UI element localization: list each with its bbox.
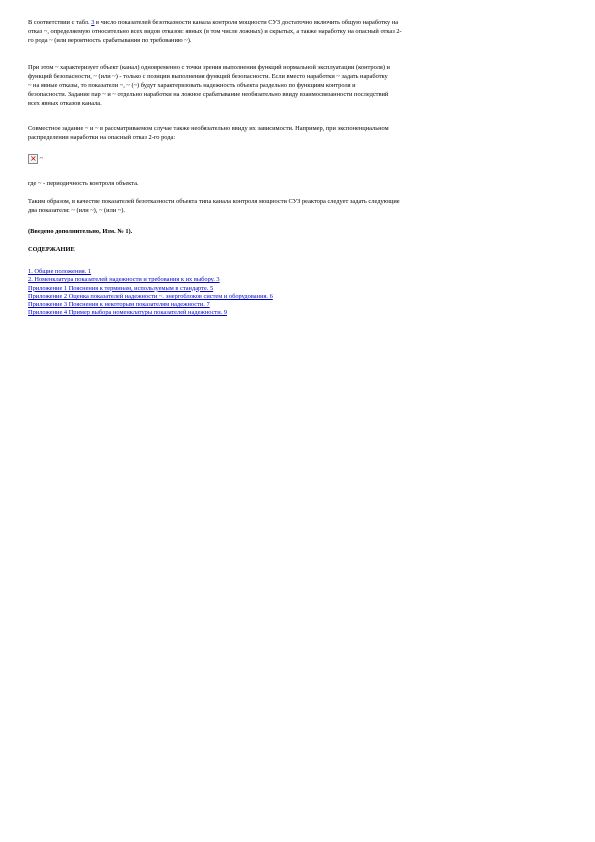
paragraph-3-line-2: распределении наработки на опасный отказ 2-го рода: <box>28 134 176 142</box>
toc-link-nomenclature[interactable]: 2. Номенклатура показателей надежности и требования к их выбору. 3 <box>28 276 220 284</box>
contents-title: СОДЕРЖАНИЕ <box>28 246 75 253</box>
paragraph-3-line-1: Совместное задание ~ и ~ в рассматриваемом случае также необязательно ввиду их зависимости. Например, при экспоненциальном <box>28 125 389 132</box>
paragraph-2-line-5: всех явных отказов канала. <box>28 100 102 108</box>
paragraph-2-line-4: безопасности. Задание пар ~ и ~ отдельно наработки на ложное срабатывание необязательно ввиду взаимосвязанности последствий <box>28 91 389 99</box>
paragraph-1-line-1 <box>28 18 564 27</box>
toc-link-appendix-4[interactable]: Приложение 4 Пример выбора номенклатуры показателей надежности. 9 <box>28 309 228 317</box>
paragraph-2-line-2: функций безопасности, ~ (или ~) - только с позиции выполнения функций безопасности. Если вместо наработки ~ задать наработку <box>28 73 388 81</box>
table-of-contents <box>28 268 428 318</box>
paragraph-3 <box>28 124 564 142</box>
toc-link-appendix-1[interactable]: Приложение 1 Пояснения к терминам, используемым в стандарте. 5 <box>28 284 214 292</box>
broken-image-icon <box>28 154 38 164</box>
formula-text: ~ <box>39 155 44 162</box>
paragraph-1-line-2: отказ ~, определяемую относительно всех видов отказов: явных (в том числе ложных) и скрытых, а также наработку на опасный отказ 2- <box>28 28 402 36</box>
paragraph-4: где ~ - периодичность контроля объекта. <box>28 180 139 187</box>
toc-link-appendix-2[interactable]: Приложение 2 Оценка показателей надежности ~. энергоблоков систем и оборудования. 6 <box>28 292 273 300</box>
paragraph-5 <box>28 197 564 215</box>
paragraph-2-line-3: ~ на явные отказы, то показатели ~, ~ (~) будут характеризовать надежность объекта раздельно по функциям контроля и <box>28 82 356 90</box>
paragraph-1-line-1-text: в число показателей безотказности канала контроля мощности СУЗ достаточно включить общую наработку на <box>94 19 399 26</box>
paragraph-1 <box>28 18 564 45</box>
paragraph-1-line-3: го рода ~ (или вероятность срабатывания по требованию ~). <box>28 37 192 45</box>
toc-link-general-provisions[interactable]: 1. Общие положения. 1 <box>28 268 92 275</box>
paragraph-5-line-1: Таким образом, в качестве показателей безотказности объекта типа канала контроля мощности СУЗ реактора следует задать следующие <box>28 198 400 205</box>
paragraph-2-line-1: При этом ~ характеризует объект (канал) одновременно с точки зрения выполнения функций нормальной эксплуатации (контроля) и <box>28 64 390 71</box>
formula <box>28 152 43 166</box>
toc-link-appendix-3[interactable]: Приложение 3 Пояснения к некоторым показателям надежности. 7 <box>28 301 210 309</box>
paragraph-1-lead-text: В соответствии с табл. <box>28 19 92 26</box>
amendment-note: (Введено дополнительно, Изм. № 1). <box>28 228 133 235</box>
paragraph-5-line-2: два показателя: ~ (или ~), ~ (или ~). <box>28 207 125 215</box>
paragraph-2 <box>28 63 564 108</box>
table-3-link[interactable]: 3 <box>91 19 95 26</box>
